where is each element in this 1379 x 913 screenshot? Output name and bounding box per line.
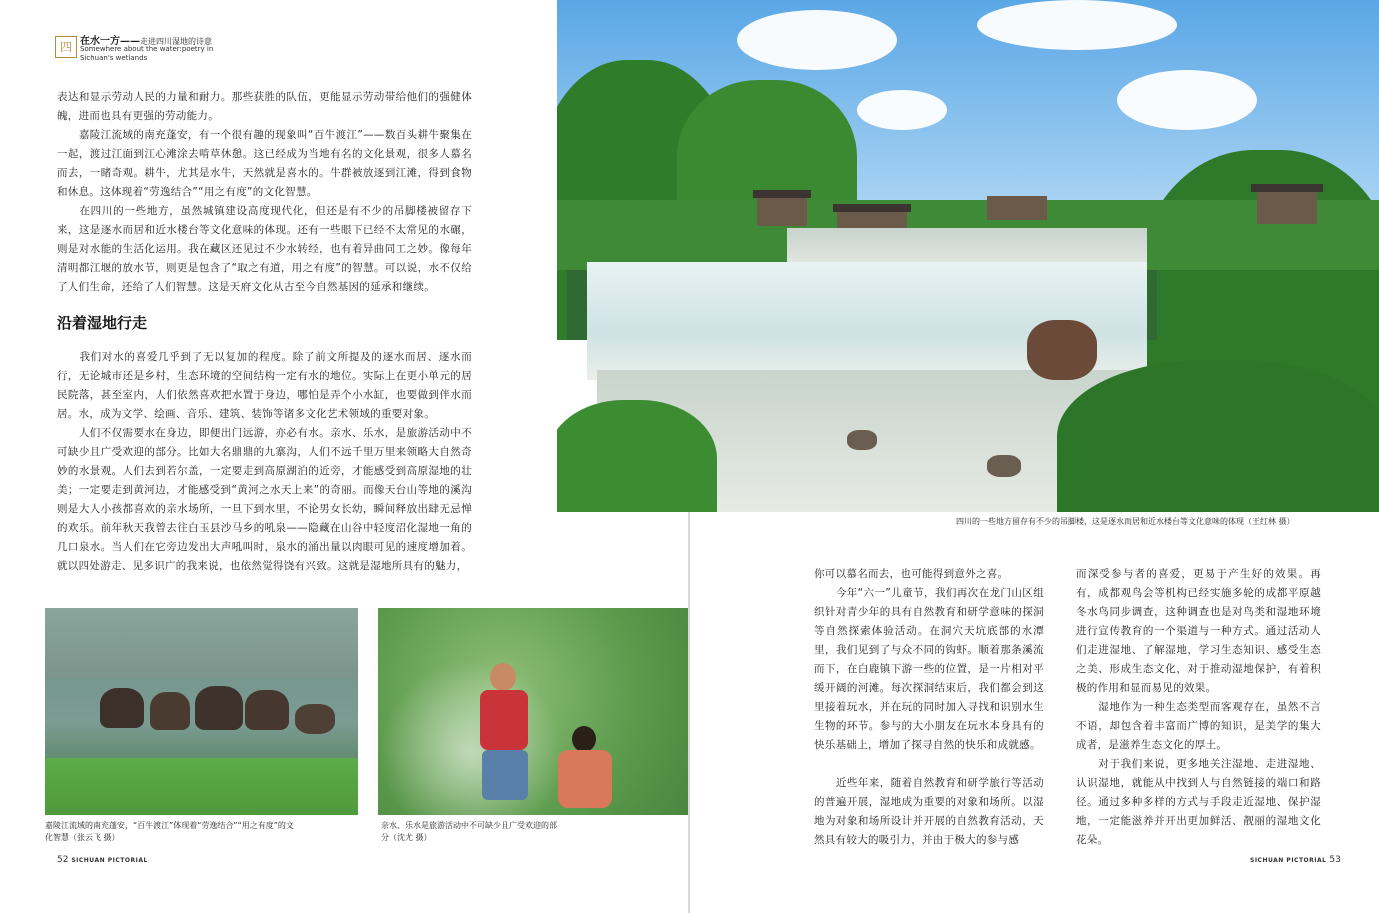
header-english: Somewhere about the water:poetry in Sichuan's wetlands: [80, 45, 214, 62]
kids-photo-caption: 亲水、乐水是旅游活动中不可缺少且广受欢迎的部分（沈尤 摄）: [381, 821, 557, 842]
paragraph-1: 表达和显示劳动人民的力量和耐力。那些获胜的队伍，更能显示劳动带给他们的强健体魄，进而也具有更强的劳动能力。: [57, 91, 472, 122]
paragraph-2: 嘉陵江流域的南充蓬安，有一个很有趣的现象叫“百牛渡江”——数百头耕牛聚集在一起，渡过江面到江心滩涂去啃草休憩。这已经成为当地有名的文化景观，很多人慕名而去，一睹奇观。耕牛，尤其是水牛，天然就是喜水的。牛群被放逐到江滩，得到食物和休息。这体现着“劳逸结合”“用之有度”的文化智慧。: [57, 129, 472, 198]
header-title-main: 在水一方——: [80, 36, 140, 47]
right-col2-para1: 而深受参与者的喜爱，更易于产生好的效果。再有，成都观鸟会等机构已经实施多轮的成都平原越冬水鸟同步调查，这种调查也是对鸟类和湿地环境进行宣传教育的一个渠道与一种方式。通过活动人们走进湿地、了解湿地，学习生态知识、感受生态之美、形成生态文化，对于推动湿地保护，有着积极的作用和显而易见的效果。: [1076, 568, 1321, 694]
section-badge: 四: [55, 36, 77, 58]
right-col1-para1: 你可以慕名而去，也可能得到意外之喜。: [814, 568, 1009, 580]
left-page-number: 52: [57, 855, 69, 865]
right-col1-para2: 今年“六一”儿童节，我们再次在龙门山区组织针对青少年的具有自然教育和研学意味的探洞等自然探索体验活动。在洞穴天坑底部的水潭里，我们见到了与众不同的钩虾。顺着那条溪流而下，在白鹿镇下游一些的位置，是一片相对平缓开阔的河滩。每次探洞结束后，我们都会到这里接着玩水，并在玩的同时加入寻找和识别水生生物的环节。参与的大小朋友在玩水本身具有的快乐基础上，增加了探寻自然的快乐和成就感。: [814, 587, 1044, 751]
paragraph-5: 人们不仅需要水在身边，即便出门远游，亦必有水。亲水、乐水，是旅游活动中不可缺少且广受欢迎的部分。比如大名鼎鼎的九寨沟，人们不远千里万里来领略大自然奇妙的水景观。人们去到若尔盖，一定要走到高原湖泊的近旁，才能感受到高原湿地的壮美；一定要走到黄河边，才能感受到“黄河之水天上来”的奇丽。而像天台山等地的溪沟则是大人小孩都喜欢的亲水场所，一旦下到水里，不论男女长幼，瞬间释放出肆无忌惮的欢乐。前年秋天我曾去往白玉县沙马乡的吼泉——隐藏在山谷中轻度沼化湿地一角的几口泉水。当人们在它旁边发出大声吼叫时，泉水的涌出量以肉眼可见的速度增加着。就以四处游走、见多识广的我来说，也依然觉得饶有兴致。这就是湿地所具有的魅力，: [57, 427, 472, 572]
buffalo-photo: [45, 608, 358, 815]
left-folio: [57, 855, 148, 865]
paragraph-4: 我们对水的喜爱几乎到了无以复加的程度。除了前文所提及的逐水而居、逐水而行，无论城市还是乡村，生态环境的空间结构一定有水的地位。实际上在更小单元的居民院落，甚至室内，人们依然喜欢把水置于身边，哪怕是弄个小水缸，也要做到伴水而居。水，成为文学、绘画、音乐、建筑、装饰等诸多文化艺术领域的重要对象。: [57, 351, 472, 420]
right-magazine-name: SICHUAN PICTORIAL: [1250, 857, 1327, 864]
waterfall-caption: 四川的一些地方留存有不少的吊脚楼，这是逐水而居和近水楼台等文化意味的体现（王红林 摄）: [956, 517, 1295, 526]
header-subtitle: 走进四川湿地的诗意: [140, 37, 212, 46]
right-col2-para2: 湿地作为一种生态类型而客观存在，虽然不言不语，却包含着丰富而广博的知识，是美学的集大成者，是滋养生态文化的厚土。: [1076, 701, 1321, 751]
paragraph-3: 在四川的一些地方，虽然城镇建设高度现代化，但还是有不少的吊脚楼被留存下来，这是逐水而居和近水楼台等文化意味的体现。还有一些眼下已经不太常见的水碾，则是对水能的生活化运用。我在藏区还见过不少水转经，也有着异曲同工之妙。像每年清明都江堰的放水节，则更是包含了“取之有道，用之有度”的智慧。可以说，水不仅给了人们生命，还给了人们智慧。这是天府文化从古至今自然基因的延承和继续。: [57, 205, 472, 293]
right-page-number: 53: [1329, 855, 1341, 865]
kids-splashing-photo: [378, 608, 688, 815]
right-col2-para3: 对于我们来说，更多地关注湿地、走进湿地、认识湿地，就能从中找到人与自然链接的端口和路径。通过多种多样的方式与手段走近湿地、保护湿地，一定能滋养并开出更加鲜活、靓丽的湿地文化花朵。: [1076, 758, 1321, 846]
buffalo-photo-caption: 嘉陵江流域的南充蓬安，“百牛渡江”体现着“劳逸结合”“用之有度”的文化智慧（张云飞 摄）: [45, 821, 294, 842]
right-folio: [1250, 855, 1341, 865]
left-magazine-name: SICHUAN PICTORIAL: [71, 857, 148, 864]
waterfall-photo: [557, 0, 1379, 512]
right-col1-para3: 近些年来，随着自然教育和研学旅行等活动的普遍开展，湿地成为重要的对象和场所。以湿地为对象和场所设计并开展的自然教育活动，天然具有较大的吸引力，并由于极大的参与感: [814, 777, 1044, 846]
section-title: 沿着湿地行走: [57, 314, 148, 332]
